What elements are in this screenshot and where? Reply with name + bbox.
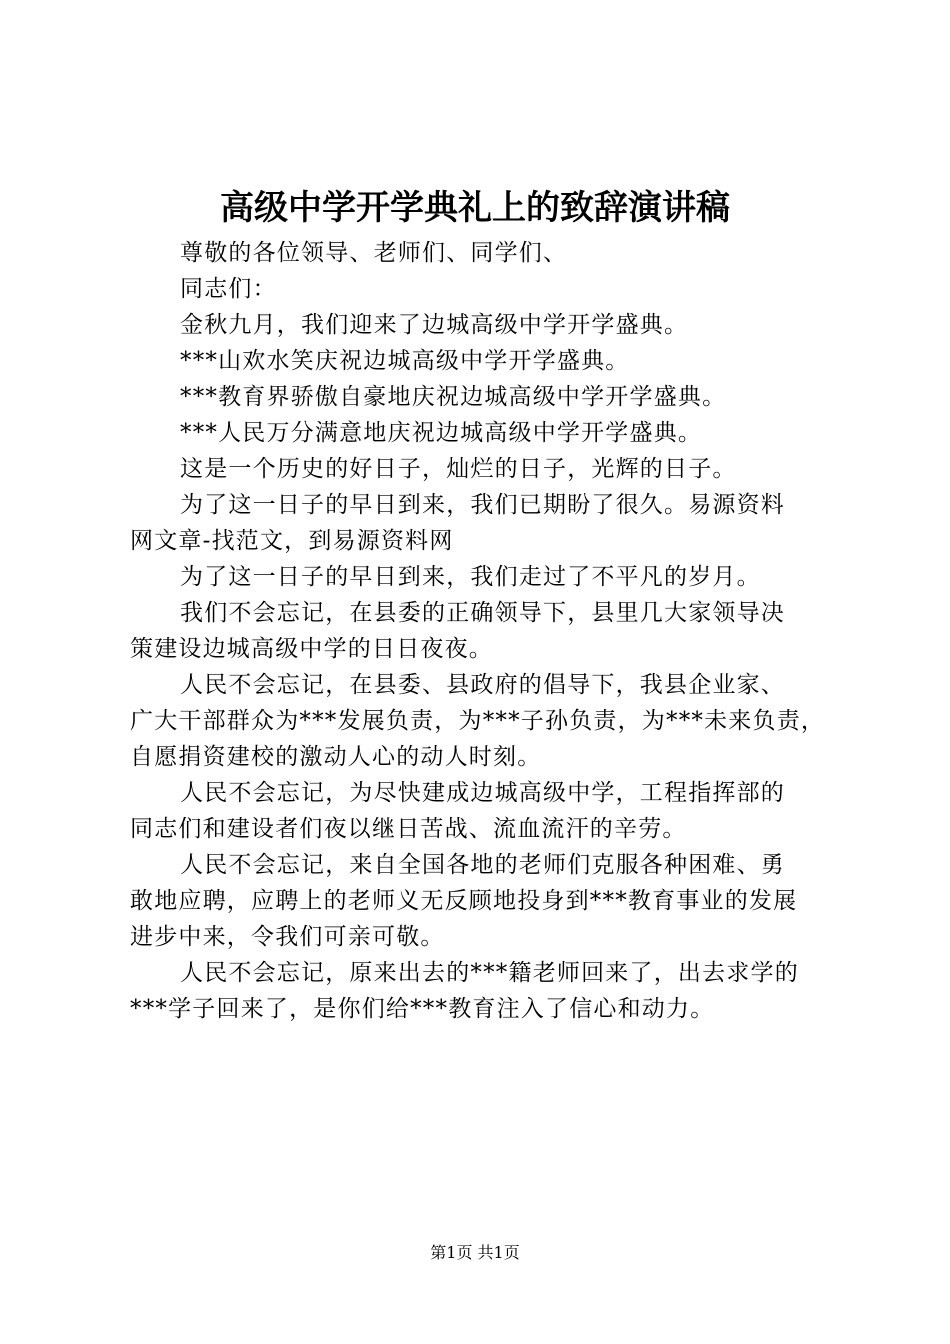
body-line: 人民不会忘记，为尽快建成边城高级中学，工程指挥部的 [180,780,785,806]
body-line: ***山欢水笑庆祝边城高级中学开学盛典。 [180,348,630,374]
body-line: 人民不会忘记，原来出去的***籍老师回来了，出去求学的 [180,960,799,986]
body-line: ***学子回来了，是你们给***教育注入了信心和动力。 [130,996,715,1022]
document-body [130,235,835,1027]
body-line: ***人民万分满意地庆祝边城高级中学开学盛典。 [180,420,703,446]
body-line: 金秋九月，我们迎来了边城高级中学开学盛典。 [180,312,689,338]
body-line: ***教育界骄傲自豪地庆祝边城高级中学开学盛典。 [180,384,727,410]
body-line: 这是一个历史的好日子，灿烂的日子，光辉的日子。 [180,456,737,482]
body-line: 网文章-找范文，到易源资料网 [130,528,454,554]
body-line: 人民不会忘记，来自全国各地的老师们克服各种困难、勇 [180,852,785,878]
body-line: 人民不会忘记，在县委、县政府的倡导下，我县企业家、 [180,672,785,698]
document-title: 高级中学开学典礼上的致辞演讲稿 [220,188,730,228]
body-line: 自愿捐资建校的激动人心的动人时刻。 [130,744,542,770]
body-line: 进步中来，令我们可亲可敬。 [130,924,445,950]
body-line: 我们不会忘记，在县委的正确领导下，县里几大家领导决 [180,600,785,626]
body-line: 为了这一日子的早日到来，我们已期盼了很久。易源资料 [180,492,785,518]
body-line: 同志们和建设者们夜以继日苦战、流血流汗的辛劳。 [130,816,687,842]
body-line: 为了这一日子的早日到来，我们走过了不平凡的岁月。 [180,564,761,590]
body-line: 尊敬的各位领导、老师们、同学们、 [180,240,568,266]
body-line: 广大干部群众为***发展负责，为***子孙负责，为***未来负责， [130,708,826,734]
body-line: 策建设边城高级中学的日日夜夜。 [130,636,493,662]
page-footer: 第1页 共1页 [430,1243,520,1262]
body-line: 同志们： [180,276,277,302]
body-line: 敢地应聘，应聘上的老师义无反顾地投身到***教育事业的发展 [130,888,798,914]
